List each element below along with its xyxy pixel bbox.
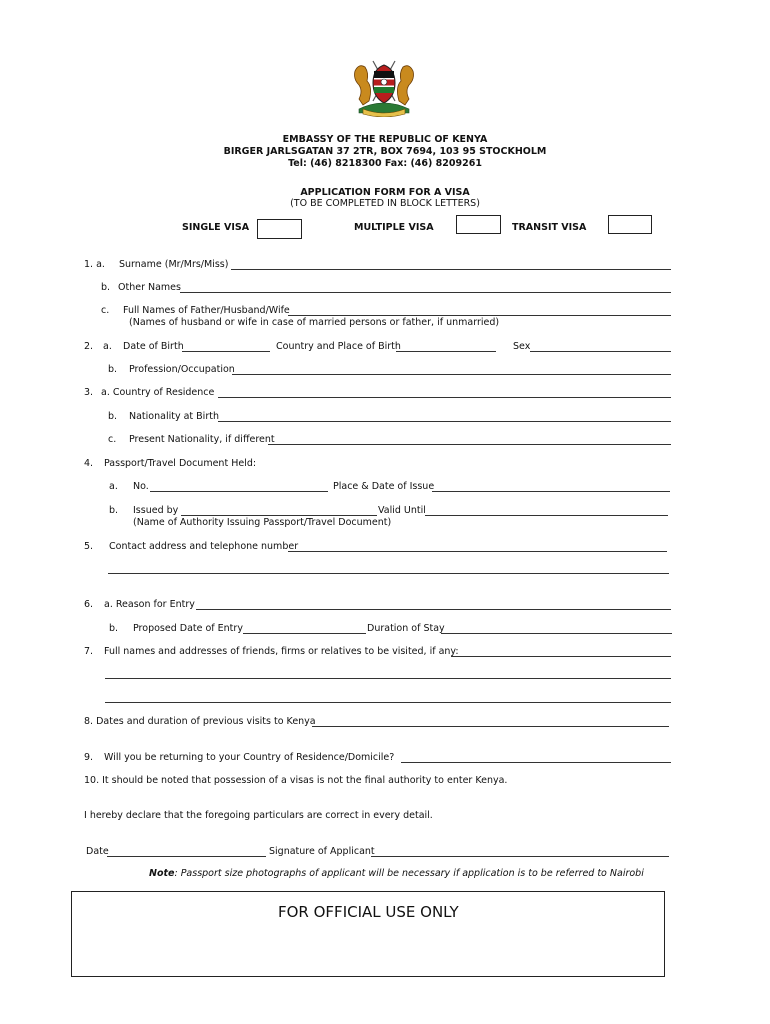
single-visa-checkbox[interactable] bbox=[257, 219, 302, 239]
official-use-title: FOR OFFICIAL USE ONLY bbox=[278, 903, 459, 921]
friends-addresses-label: Full names and addresses of friends, firms or relatives to be visited, if any: bbox=[104, 646, 459, 657]
date-field[interactable] bbox=[107, 843, 266, 857]
country-place-of-birth-field[interactable] bbox=[396, 338, 496, 352]
contact-address-label: Contact address and telephone number bbox=[109, 541, 299, 552]
embassy-phone: Tel: (46) 8218300 Fax: (46) 8209261 bbox=[288, 158, 482, 169]
issued-by-label: Issued by bbox=[133, 505, 179, 516]
date-label: Date bbox=[86, 846, 109, 857]
q2-number: 2. bbox=[84, 341, 94, 352]
note-text: : Passport size photographs of applicant will be necessary if application is to be referred to Nairobi bbox=[174, 868, 644, 879]
transit-visa-checkbox[interactable] bbox=[608, 215, 652, 234]
place-date-of-issue-label: Place & Date of Issue bbox=[333, 481, 435, 492]
proposed-date-of-entry-field[interactable] bbox=[243, 620, 366, 634]
returning-label: Will you be returning to your Country of Residence/Domicile? bbox=[104, 752, 395, 763]
other-names-label: Other Names bbox=[118, 282, 181, 293]
q1-number: 1. a. bbox=[84, 259, 105, 270]
official-use-box bbox=[71, 891, 665, 977]
reason-for-entry-label: a. Reason for Entry bbox=[104, 599, 195, 610]
father-husband-wife-label: Full Names of Father/Husband/Wife bbox=[123, 305, 290, 316]
friends-addresses-field-line2[interactable] bbox=[105, 666, 671, 679]
valid-until-label: Valid Until bbox=[378, 505, 426, 516]
country-of-residence-field[interactable] bbox=[218, 384, 671, 398]
passport-held-label: Passport/Travel Document Held: bbox=[104, 458, 257, 469]
friends-addresses-field[interactable] bbox=[451, 643, 671, 657]
multiple-visa-checkbox[interactable] bbox=[456, 215, 501, 234]
visa-authority-notice: 10. It should be noted that possession of a visas is not the final authority to enter Kenya. bbox=[84, 775, 508, 786]
previous-visits-label: 8. Dates and duration of previous visits to Kenya bbox=[84, 716, 316, 727]
duration-of-stay-label: Duration of Stay bbox=[367, 623, 445, 634]
embassy-address: BIRGER JARLSGATAN 37 2TR, BOX 7694, 103 95 STOCKHOLM bbox=[223, 146, 547, 157]
issuing-authority-note: (Name of Authority Issuing Passport/Travel Document) bbox=[133, 517, 392, 528]
duration-of-stay-field[interactable] bbox=[441, 620, 672, 634]
q2a-number: a. bbox=[103, 341, 112, 352]
signature-label: Signature of Applicant bbox=[269, 846, 375, 857]
surname-field[interactable] bbox=[231, 256, 671, 270]
father-husband-wife-note: (Names of husband or wife in case of married persons or father, if unmarried) bbox=[129, 317, 500, 328]
single-visa-label: SINGLE VISA bbox=[182, 222, 250, 233]
declaration-text: I hereby declare that the foregoing particulars are correct in every detail. bbox=[84, 810, 433, 821]
friends-addresses-field-line3[interactable] bbox=[105, 690, 671, 703]
q3b-number: b. bbox=[108, 411, 118, 422]
q3-number: 3. bbox=[84, 387, 94, 398]
multiple-visa-label: MULTIPLE VISA bbox=[354, 222, 434, 233]
present-nationality-label: Present Nationality, if different bbox=[129, 434, 275, 445]
country-place-of-birth-label: Country and Place of Birth bbox=[276, 341, 401, 352]
father-husband-wife-field[interactable] bbox=[288, 302, 671, 316]
note-label: Note bbox=[149, 868, 175, 879]
contact-address-field[interactable] bbox=[288, 538, 667, 552]
q9-number: 9. bbox=[84, 752, 94, 763]
passport-number-field[interactable] bbox=[150, 478, 328, 492]
returning-field[interactable] bbox=[401, 749, 671, 763]
q2b-number: b. bbox=[108, 364, 118, 375]
q6b-number: b. bbox=[109, 623, 119, 634]
issued-by-field[interactable] bbox=[181, 502, 377, 516]
q4-number: 4. bbox=[84, 458, 94, 469]
valid-until-field[interactable] bbox=[425, 502, 668, 516]
date-of-birth-field[interactable] bbox=[182, 338, 270, 352]
reason-for-entry-field[interactable] bbox=[196, 596, 671, 610]
proposed-date-of-entry-label: Proposed Date of Entry bbox=[133, 623, 243, 634]
embassy-name: EMBASSY OF THE REPUBLIC OF KENYA bbox=[282, 134, 488, 145]
sex-label: Sex bbox=[513, 341, 531, 352]
passport-number-label: No. bbox=[133, 481, 149, 492]
coat-of-arms-icon bbox=[349, 57, 419, 117]
q1c-number: c. bbox=[101, 305, 110, 316]
q6-number: 6. bbox=[84, 599, 94, 610]
surname-label: Surname (Mr/Mrs/Miss) bbox=[119, 259, 229, 270]
nationality-at-birth-label: Nationality at Birth bbox=[129, 411, 219, 422]
profession-label: Profession/Occupation bbox=[129, 364, 235, 375]
profession-field[interactable] bbox=[232, 361, 671, 375]
previous-visits-field[interactable] bbox=[312, 713, 669, 727]
form-subtitle: (TO BE COMPLETED IN BLOCK LETTERS) bbox=[290, 198, 480, 209]
present-nationality-field[interactable] bbox=[268, 431, 671, 445]
date-of-birth-label: Date of Birth bbox=[123, 341, 184, 352]
form-title: APPLICATION FORM FOR A VISA bbox=[300, 187, 470, 198]
q5-number: 5. bbox=[84, 541, 94, 552]
signature-field[interactable] bbox=[371, 843, 669, 857]
photo-note bbox=[149, 868, 644, 879]
contact-address-field-line2[interactable] bbox=[108, 561, 669, 574]
q4a-number: a. bbox=[109, 481, 118, 492]
sex-field[interactable] bbox=[530, 338, 671, 352]
q1b-number: b. bbox=[101, 282, 111, 293]
q7-number: 7. bbox=[84, 646, 94, 657]
q3c-number: c. bbox=[108, 434, 117, 445]
country-of-residence-label: a. Country of Residence bbox=[101, 387, 215, 398]
place-date-of-issue-field[interactable] bbox=[432, 478, 670, 492]
other-names-field[interactable] bbox=[180, 279, 671, 293]
transit-visa-label: TRANSIT VISA bbox=[512, 222, 587, 233]
nationality-at-birth-field[interactable] bbox=[218, 408, 671, 422]
q4b-number: b. bbox=[109, 505, 119, 516]
